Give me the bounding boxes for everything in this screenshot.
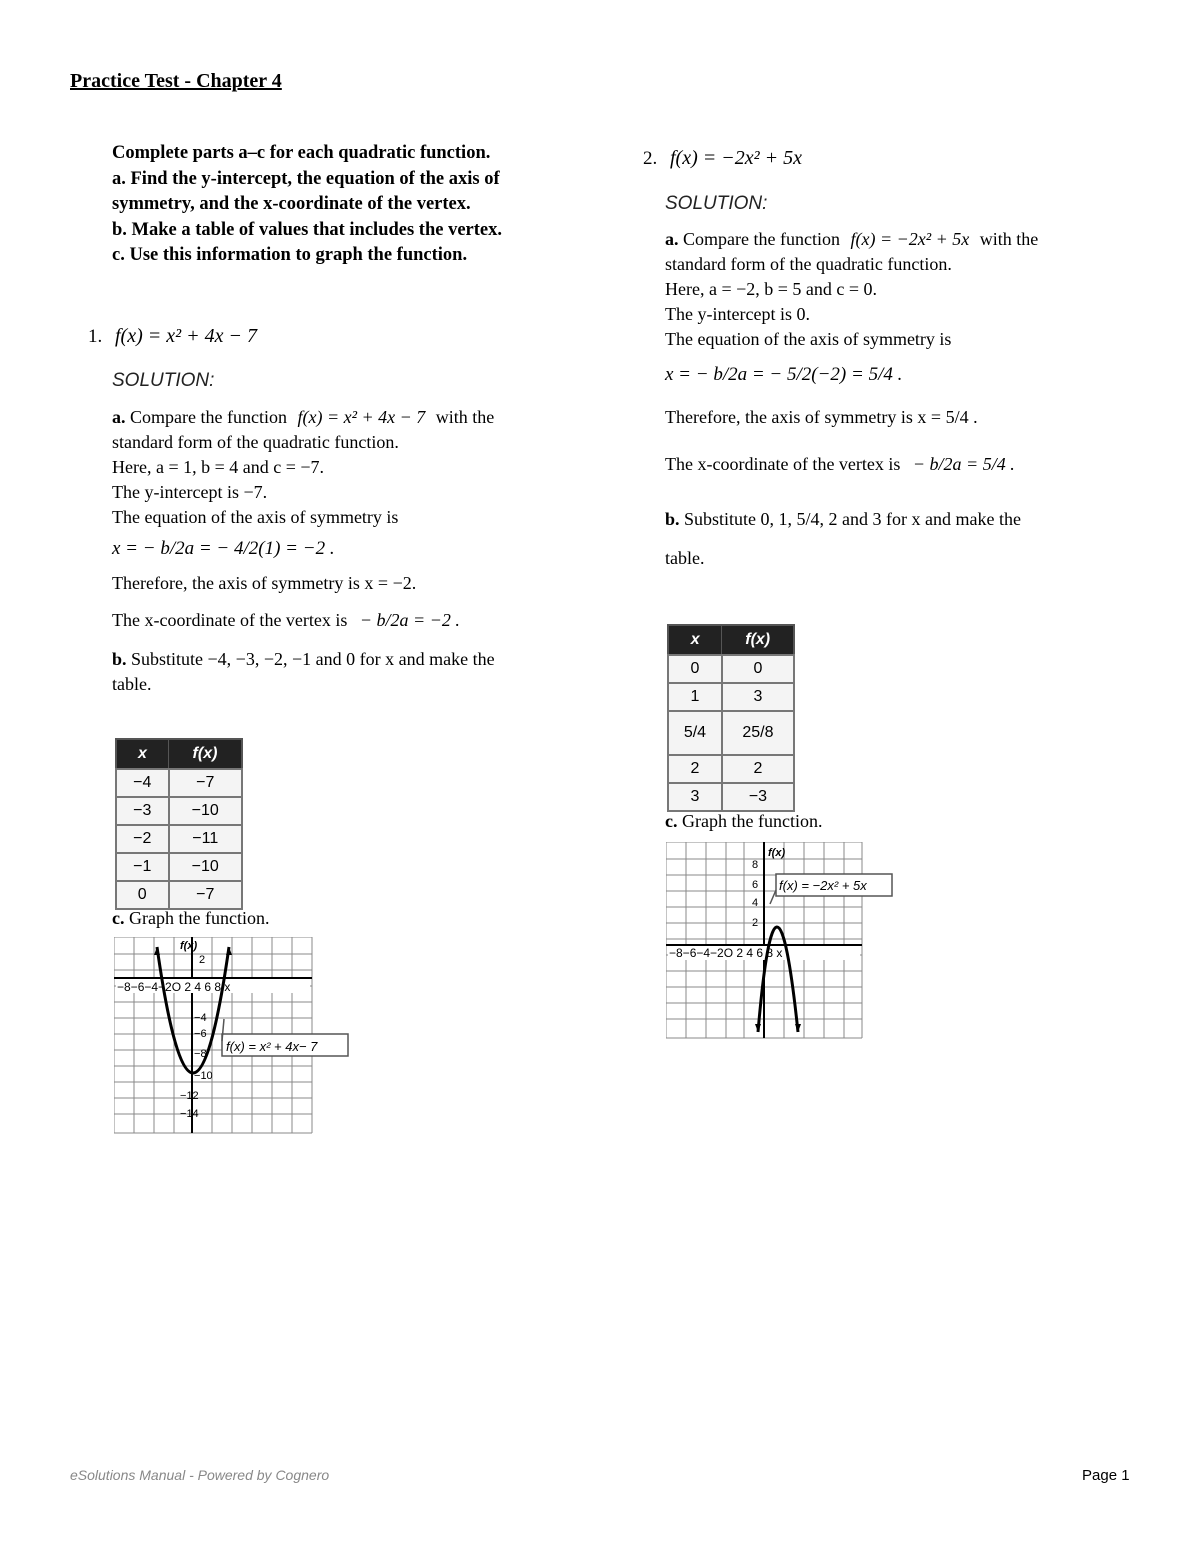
table-cell: 3 (722, 683, 794, 711)
vertex-formula: − b/2a = −2 . (359, 610, 460, 630)
vertex-formula: − b/2a = 5/4 . (912, 454, 1015, 474)
table-header: x (668, 625, 722, 655)
y-tick: −12 (180, 1090, 199, 1102)
table-row (116, 853, 242, 881)
table-row (668, 783, 794, 811)
table-cell: 1 (668, 683, 722, 711)
problem-1-heading (88, 325, 257, 348)
compare-line (112, 405, 582, 430)
table-header: x (116, 739, 169, 769)
solution-label: SOLUTION: (665, 193, 768, 214)
part-c-text: Graph the function. (682, 811, 823, 831)
values-table-2 (667, 624, 795, 812)
footer-credit: eSolutions Manual - Powered by Cognero (70, 1467, 330, 1483)
table-cell: 25/8 (722, 711, 794, 755)
table-cell: 0 (116, 881, 169, 909)
axis-intro-text: The equation of the axis of symmetry is (112, 507, 399, 527)
x-axis-ticks: −8−6−4−2O 2 4 6 8 x (669, 946, 783, 960)
table-row (116, 825, 242, 853)
y-intercept-text: The y-intercept is −7. (112, 482, 268, 502)
compare-line (665, 227, 1135, 252)
graph-2 (666, 842, 896, 1040)
y-tick: 8 (752, 859, 759, 871)
y-tick: 4 (752, 897, 759, 909)
y-tick: −4 (194, 1012, 207, 1024)
axis-intro-text: The equation of the axis of symmetry is (665, 329, 952, 349)
curve-arrows (755, 1024, 801, 1032)
y-tick: −8 (194, 1048, 207, 1060)
problem-function: f(x) = x² + 4x − 7 (115, 325, 257, 347)
table-cell: −11 (169, 825, 243, 853)
vertex-line (665, 452, 1135, 477)
y-tick: 2 (752, 917, 759, 929)
part-b-label: b. (112, 649, 127, 669)
vertex-text: The x-coordinate of the vertex is (665, 454, 901, 474)
table-header: f(x) (722, 625, 794, 655)
axis-result-text: Therefore, the axis of symmetry is x = −2. (112, 573, 417, 593)
problem-1-solution (112, 405, 582, 697)
y-tick: 2 (199, 954, 206, 966)
table-cell: −1 (116, 853, 169, 881)
table-cell: 5/4 (668, 711, 722, 755)
instructions (112, 141, 582, 269)
axis-formula: x = − b/2a = − 4/2(1) = −2 . (112, 538, 335, 559)
part-b-text: Substitute −4, −3, −2, −1 and 0 for x and make the (131, 649, 495, 669)
table-cell: 2 (668, 755, 722, 783)
part-b-tail: table. (665, 548, 705, 568)
part-a-label: a. (112, 407, 126, 427)
table-row (668, 683, 794, 711)
compare-text: Compare the function (683, 229, 840, 249)
table-cell: 0 (668, 655, 722, 683)
part-b-line (112, 647, 582, 672)
vertex-text: The x-coordinate of the vertex is (112, 610, 348, 630)
standard-form-text: standard form of the quadratic function. (112, 432, 399, 452)
graph-1 (114, 937, 354, 1135)
instruction-line: a. Find the y-intercept, the equation of the axis of symmetry, and the x-coordinate of the vertex. (112, 168, 500, 214)
instruction-line: b. Make a table of values that includes the vertex. (112, 219, 503, 240)
table-cell: −3 (722, 783, 794, 811)
function-label: f(x) = x² + 4x− 7 (226, 1039, 318, 1054)
table-row (668, 655, 794, 683)
x-axis-ticks: −8−6−4−2O 2 4 6 8 x (117, 980, 231, 994)
table-cell: −2 (116, 825, 169, 853)
table-row (116, 797, 242, 825)
table-cell: −7 (169, 881, 243, 909)
problem-2-heading (643, 147, 802, 170)
table-cell: 0 (722, 655, 794, 683)
problem-2-solution (665, 227, 1135, 571)
table-row (116, 881, 242, 909)
y-tick: −10 (194, 1070, 213, 1082)
table-cell: −10 (169, 797, 243, 825)
y-tick: 6 (752, 879, 759, 891)
part-b-text: Substitute 0, 1, 5/4, 2 and 3 for x and make the (684, 509, 1021, 529)
part-c-label: c. (112, 908, 125, 928)
table-header: f(x) (169, 739, 243, 769)
instruction-line: Complete parts a–c for each quadratic function. (112, 143, 491, 163)
table-row (668, 711, 794, 755)
page-title: Practice Test - Chapter 4 (70, 70, 282, 92)
table-cell: −7 (169, 769, 243, 797)
table-cell: −4 (116, 769, 169, 797)
y-tick: −14 (180, 1108, 199, 1120)
function-label: f(x) = −2x² + 5x (779, 878, 867, 893)
compare-tail: with the (979, 229, 1039, 249)
table-row (668, 755, 794, 783)
table-cell: 2 (722, 755, 794, 783)
part-b-tail: table. (112, 674, 152, 694)
coefficients-text: Here, a = 1, b = 4 and c = −7. (112, 457, 325, 477)
part-b-label: b. (665, 509, 680, 529)
y-axis-label: f(x) (768, 847, 786, 859)
axis-formula: x = − b/2a = − 5/2(−2) = 5/4 . (665, 364, 903, 385)
y-intercept-text: The y-intercept is 0. (665, 304, 810, 324)
problem-number: 2. (643, 148, 658, 169)
table-row (116, 769, 242, 797)
part-c-label: c. (665, 811, 678, 831)
table-cell: −3 (116, 797, 169, 825)
problem-function: f(x) = −2x² + 5x (670, 147, 802, 169)
table-cell: 3 (668, 783, 722, 811)
solution-label: SOLUTION: (112, 370, 215, 391)
compare-function: f(x) = −2x² + 5x (850, 229, 970, 249)
left-column (112, 141, 582, 269)
page-number: Page 1 (1082, 1467, 1130, 1484)
part-c-line (112, 908, 269, 929)
problem-number: 1. (88, 326, 103, 347)
compare-tail: with the (435, 407, 495, 427)
table-cell: −10 (169, 853, 243, 881)
instruction-line: c. Use this information to graph the function. (112, 245, 468, 265)
coefficients-text: Here, a = −2, b = 5 and c = 0. (665, 279, 878, 299)
part-a-label: a. (665, 229, 679, 249)
part-c-line (665, 811, 822, 832)
standard-form-text: standard form of the quadratic function. (665, 254, 952, 274)
axis-result-text: Therefore, the axis of symmetry is x = 5/4 . (665, 407, 978, 427)
compare-function: f(x) = x² + 4x − 7 (297, 407, 426, 427)
vertex-line (112, 608, 582, 633)
part-c-text: Graph the function. (129, 908, 270, 928)
y-tick: −6 (194, 1028, 207, 1040)
y-axis-label: f(x) (180, 940, 198, 952)
part-b-line (665, 507, 1135, 532)
values-table-1 (115, 738, 243, 910)
compare-text: Compare the function (130, 407, 287, 427)
